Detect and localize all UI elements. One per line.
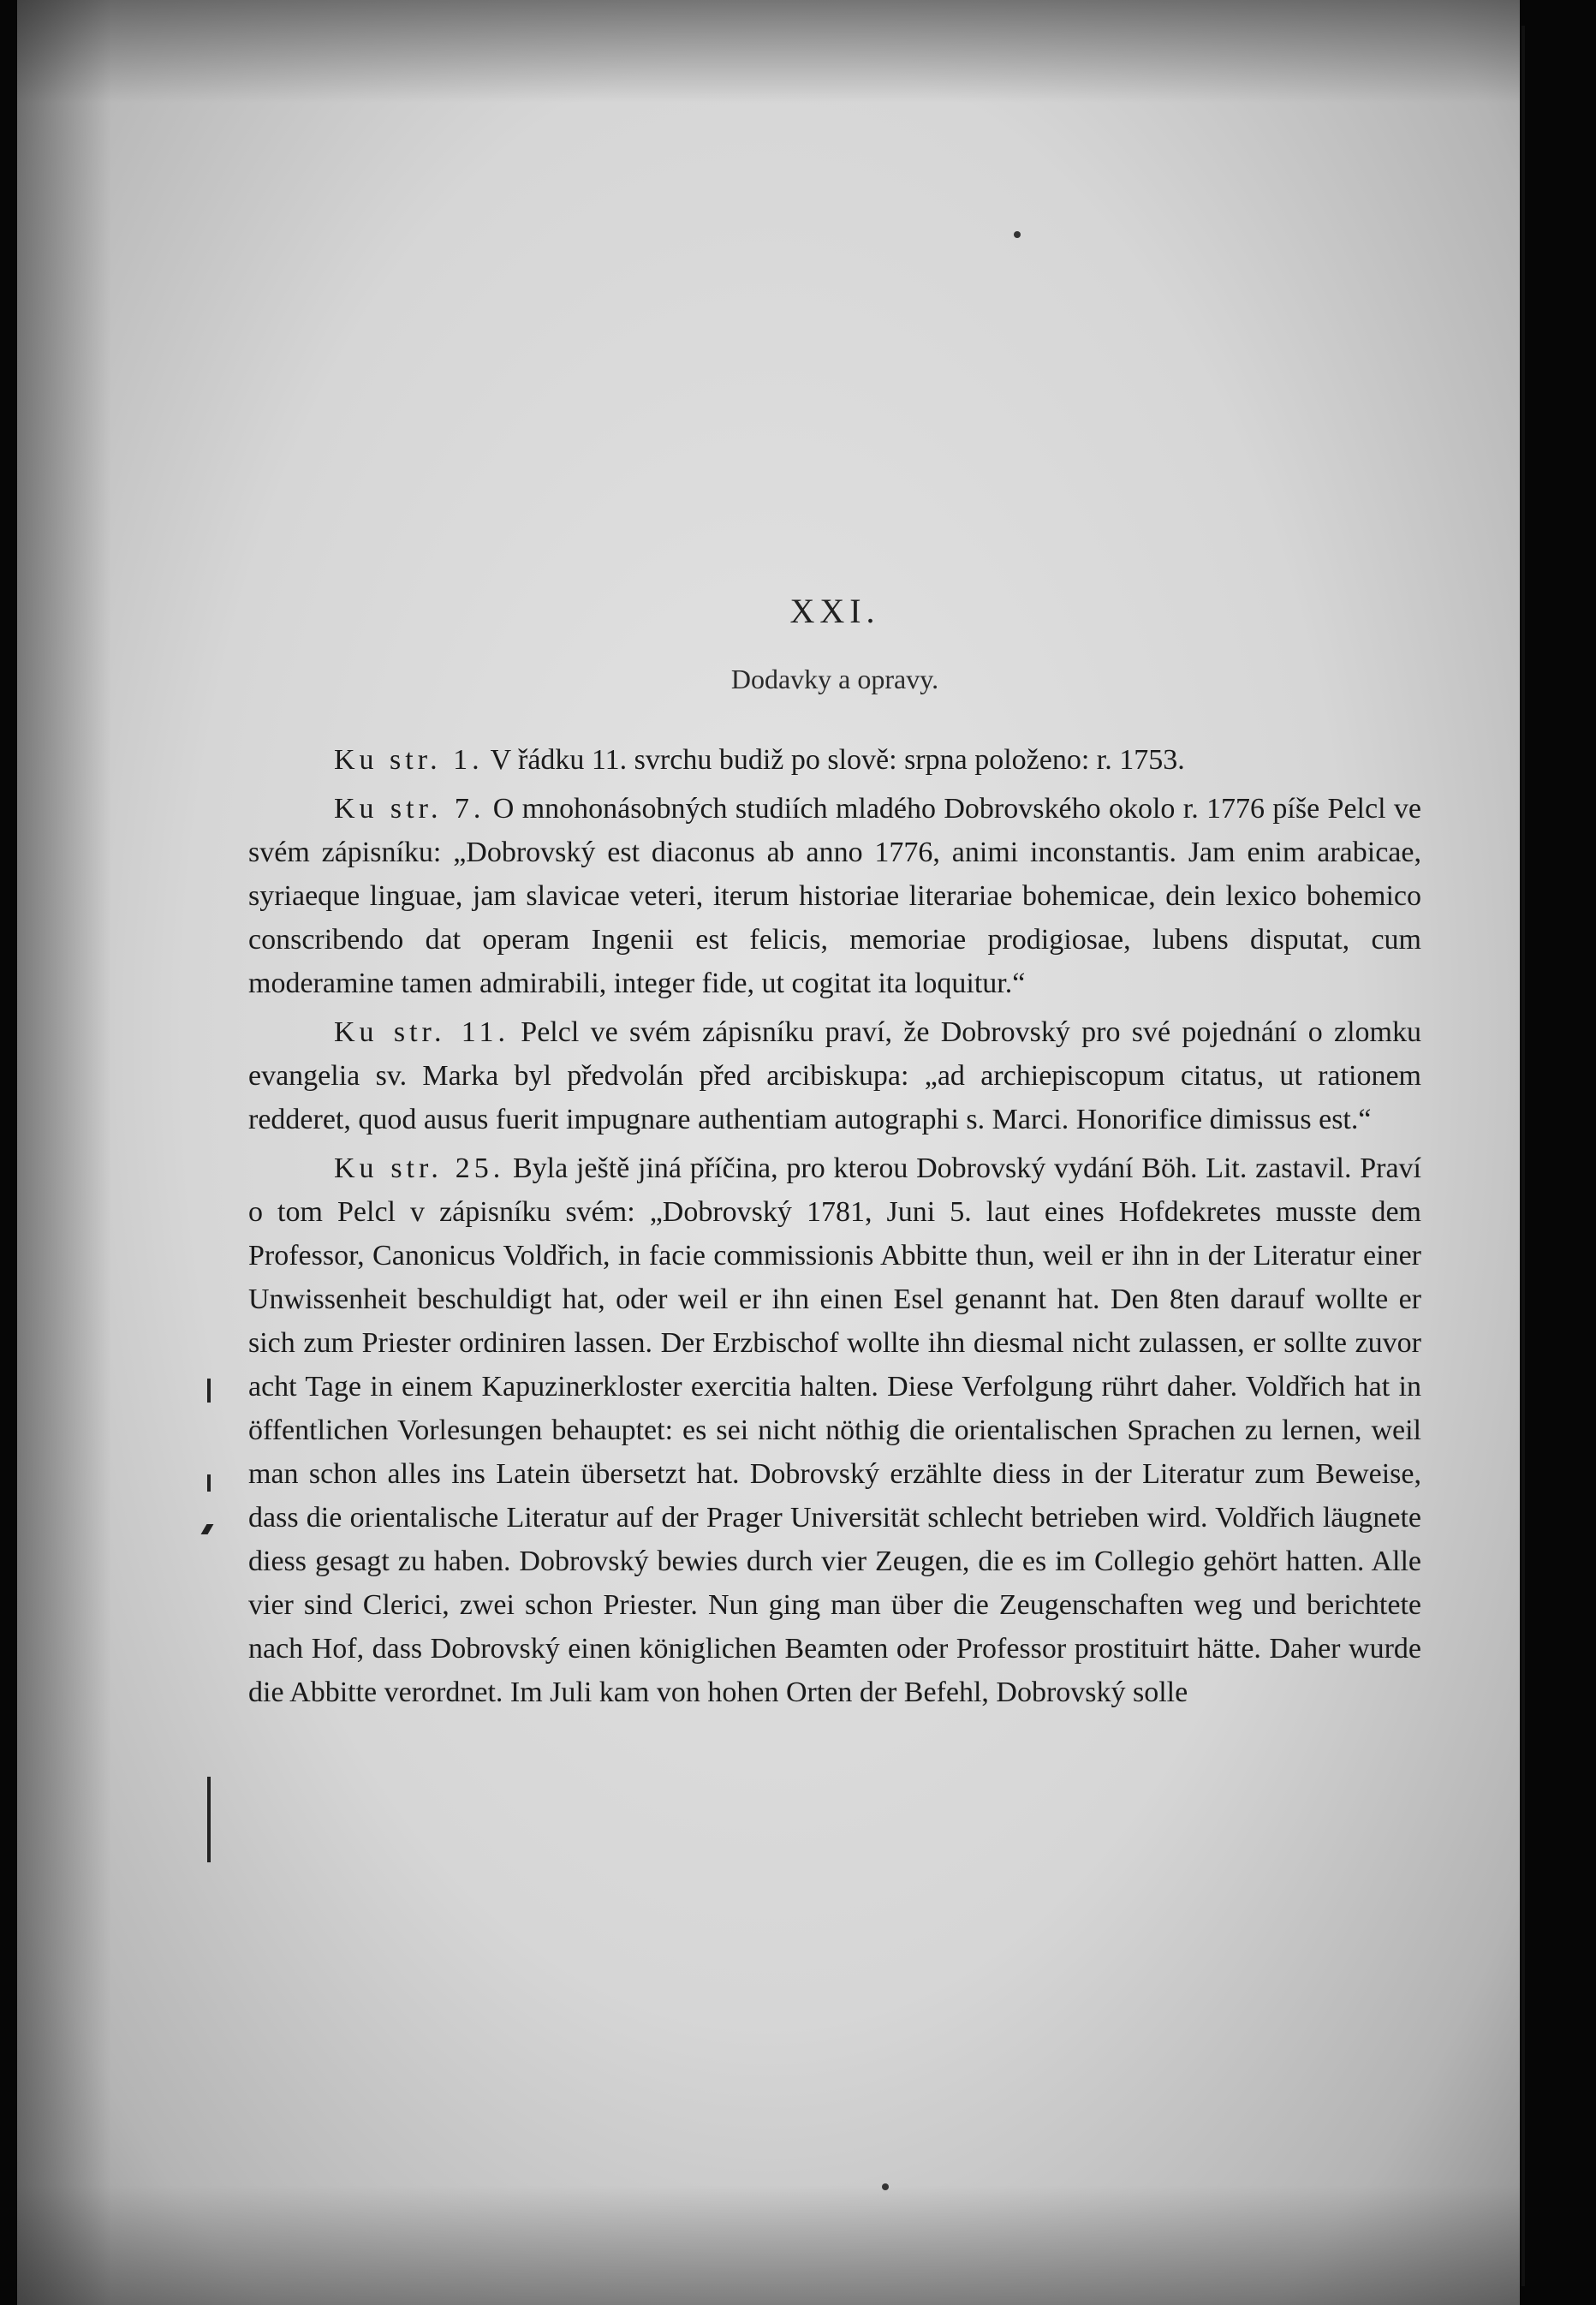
entry-paragraph <box>248 1147 1421 1714</box>
entry-text: Byla ještě jiná příčina, pro kterou Dobrovský vydání Böh. Lit. zastavil. Praví o tom Pelcl v zápisníku svém: „Dobrovský 1781, Juni 5. laut eines Hofdekretes musste dem Professor, Canonicus Voldřich, in facie commissionis Abbitte thun, weil er ihn in der Literatur einer Unwissenheit beschuldigt hat, oder weil er ihn einen Esel genannt hat. Den 8ten darauf wollte er sich zum Priester ordiniren lassen. Der Erzbischof wollte ihn diesmal nicht zulassen, er sollte zuvor acht Tage in einem Kapuzinerkloster exercitia halten. Diese Verfolgung rührt daher. Voldřich hat in öffentlichen Vorlesungen behauptet: es sei nicht nöthig die orientalischen Sprachen zu lernen, weil man schon alles ins Latein übersetzt hat. Dobrovský erzählte diess in der Literatur zum Beweise, dass die orientalische Literatur auf der Prager Universität schlecht betrieben wird. Voldřich läugnete diess gesagt zu haben. Dobrovský bewies durch vier Zeugen, die es im Collegio gehört hatten. Alle vier sind Clerici, zwei schon Priester. Nun ging man über die Zeugenschaften weg und berichtete nach Hof, dass Dobrovský einen königlichen Beamten oder Professor prostituirt hätte. Daher wurde die Abbitte verordnet. Im Juli kam von hohen Orten der Befehl, Dobrovský solle <box>248 1152 1421 1708</box>
page-reference: Ku str. 1. <box>334 744 484 776</box>
entry-paragraph <box>248 1010 1421 1141</box>
margin-pencil-mark <box>207 1474 211 1492</box>
document-page <box>17 0 1520 2305</box>
entry-paragraph <box>248 738 1421 782</box>
margin-pencil-mark <box>201 1524 214 1534</box>
chapter-title: Dodavky a opravy. <box>730 664 939 694</box>
entry-text: V řádku 11. svrchu budiž po slově: srpna položeno: r. 1753. <box>490 744 1185 776</box>
ink-speck <box>882 2183 889 2190</box>
page-shadow-bottom <box>17 2185 1520 2305</box>
entry-text: Pelcl ve svém zápisníku praví, že Dobrovský pro své pojednání o zlomku evangelia sv. Marka byl předvolán před arcibiskupa: „ad archiepiscopum citatus, ut rationem redderet, quod ausus fuerit impugnare authentiam autographi s. Marci. Honorifice dimissus est.“ <box>248 1016 1422 1135</box>
margin-pencil-mark <box>207 1777 211 1862</box>
page-reference: Ku str. 7. <box>334 793 485 825</box>
page-body <box>248 591 1421 1714</box>
chapter-number: XXI. <box>789 592 880 630</box>
entry-text: O mnohonásobných studiích mladého Dobrovského okolo r. 1776 píše Pelcl ve svém zápisníku: „Dobrovský est diaconus ab anno 1776, animi inconstantis. Jam enim arabicae, syriaeque linguae, jam slavicae veteri, iterum historiae literariae bohemicae, dein lexico bohemico conscribendo dat operam Ingenii est felicis, memoriae prodigiosae, lubens disputat, cum moderamine tamen admirabili, integer fide, ut cogitat ita loquitur.“ <box>248 793 1421 999</box>
page-shadow-top <box>17 0 1520 103</box>
page-shadow-left <box>17 0 111 2305</box>
page-reference: Ku str. 11. <box>334 1016 509 1048</box>
page-reference: Ku str. 25. <box>334 1152 505 1184</box>
scan-edge-line <box>1522 26 1525 2286</box>
entry-paragraph <box>248 787 1421 1005</box>
margin-pencil-mark <box>207 1379 211 1403</box>
ink-speck <box>1014 231 1021 238</box>
